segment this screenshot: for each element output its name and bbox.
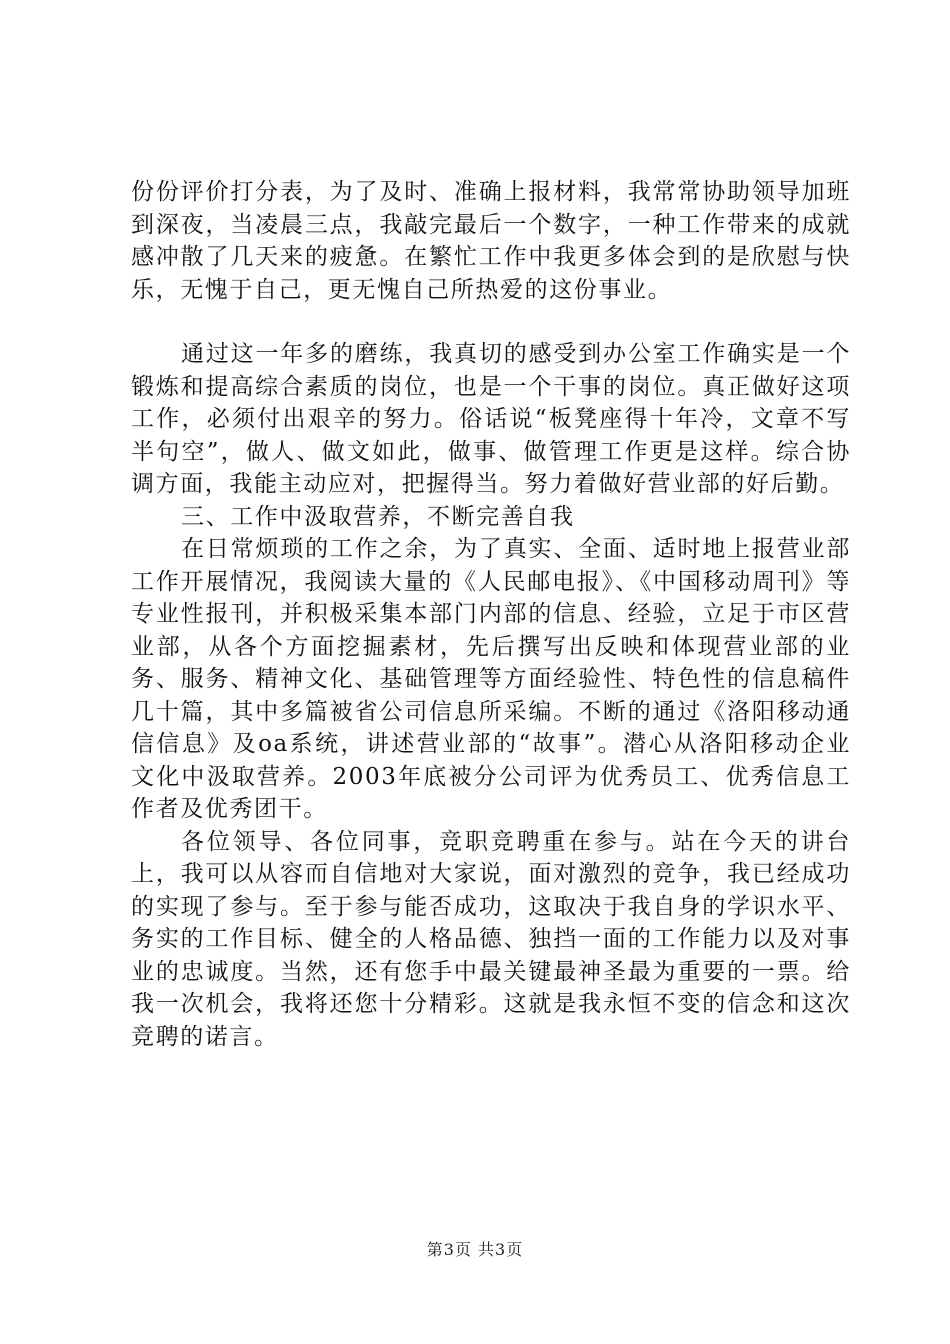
paragraph-spacer bbox=[131, 306, 851, 338]
document-body bbox=[131, 176, 851, 1053]
paragraph-continuation: 份份评价打分表，为了及时、准确上报材料，我常常协助领导加班到深夜，当凌晨三点，我敲完最后一个数字，一种工作带来的成就感冲散了几天来的疲惫。在繁忙工作中我更多体会到的是欣慰与快乐，无愧于自己，更无愧自己所热爱的这份事业。 bbox=[131, 179, 851, 303]
paragraph-office-experience: 通过这一年多的磨练，我真切的感受到办公室工作确实是一个锻炼和提高综合素质的岗位，也是一个干事的岗位。真正做好这项工作，必须付出艰辛的努力。俗话说“板凳座得十年冷，文章不写半句空”，做人、做文如此，做事、做管理工作更是这样。综合协调方面，我能主动应对，把握得当。努力着做好营业部的好后勤。 bbox=[131, 341, 851, 497]
paragraph-closing: 各位领导、各位同事，竞职竞聘重在参与。站在今天的讲台上，我可以从容而自信地对大家说，面对激烈的竞争，我已经成功的实现了参与。至于参与能否成功，这取决于我自身的学识水平、务实的工作目标、健全的人格品德、独挡一面的工作能力以及对事业的忠诚度。当然，还有您手中最关键最神圣最为重要的一票。给我一次机会，我将还您十分精彩。这就是我永恒不变的信念和这次竞聘的诺言。 bbox=[131, 828, 851, 1050]
page-number-footer: 第3页 共3页 bbox=[426, 1240, 524, 1259]
paragraph-information-work: 在日常烦琐的工作之余，为了真实、全面、适时地上报营业部工作开展情况，我阅读大量的《人民邮电报》、《中国移动周刊》等专业性报刊，并积极采集本部门内部的信息、经验，立足于市区营业部，从各个方面挖掘素材，先后撰写出反映和体现营业部的业务、服务、精神文化、基础管理等方面经验性、特色性的信息稿件几十篇，其中多篇被省公司信息所采编。不断的通过《洛阳移动通信信息》及oa系统，讲述营业部的“故事”。潜心从洛阳移动企业文化中汲取营养。2003年底被分公司评为优秀员工、优秀信息工作者及优秀团干。 bbox=[131, 536, 851, 822]
section-heading: 三、工作中汲取营养，不断完善自我 bbox=[181, 503, 575, 530]
